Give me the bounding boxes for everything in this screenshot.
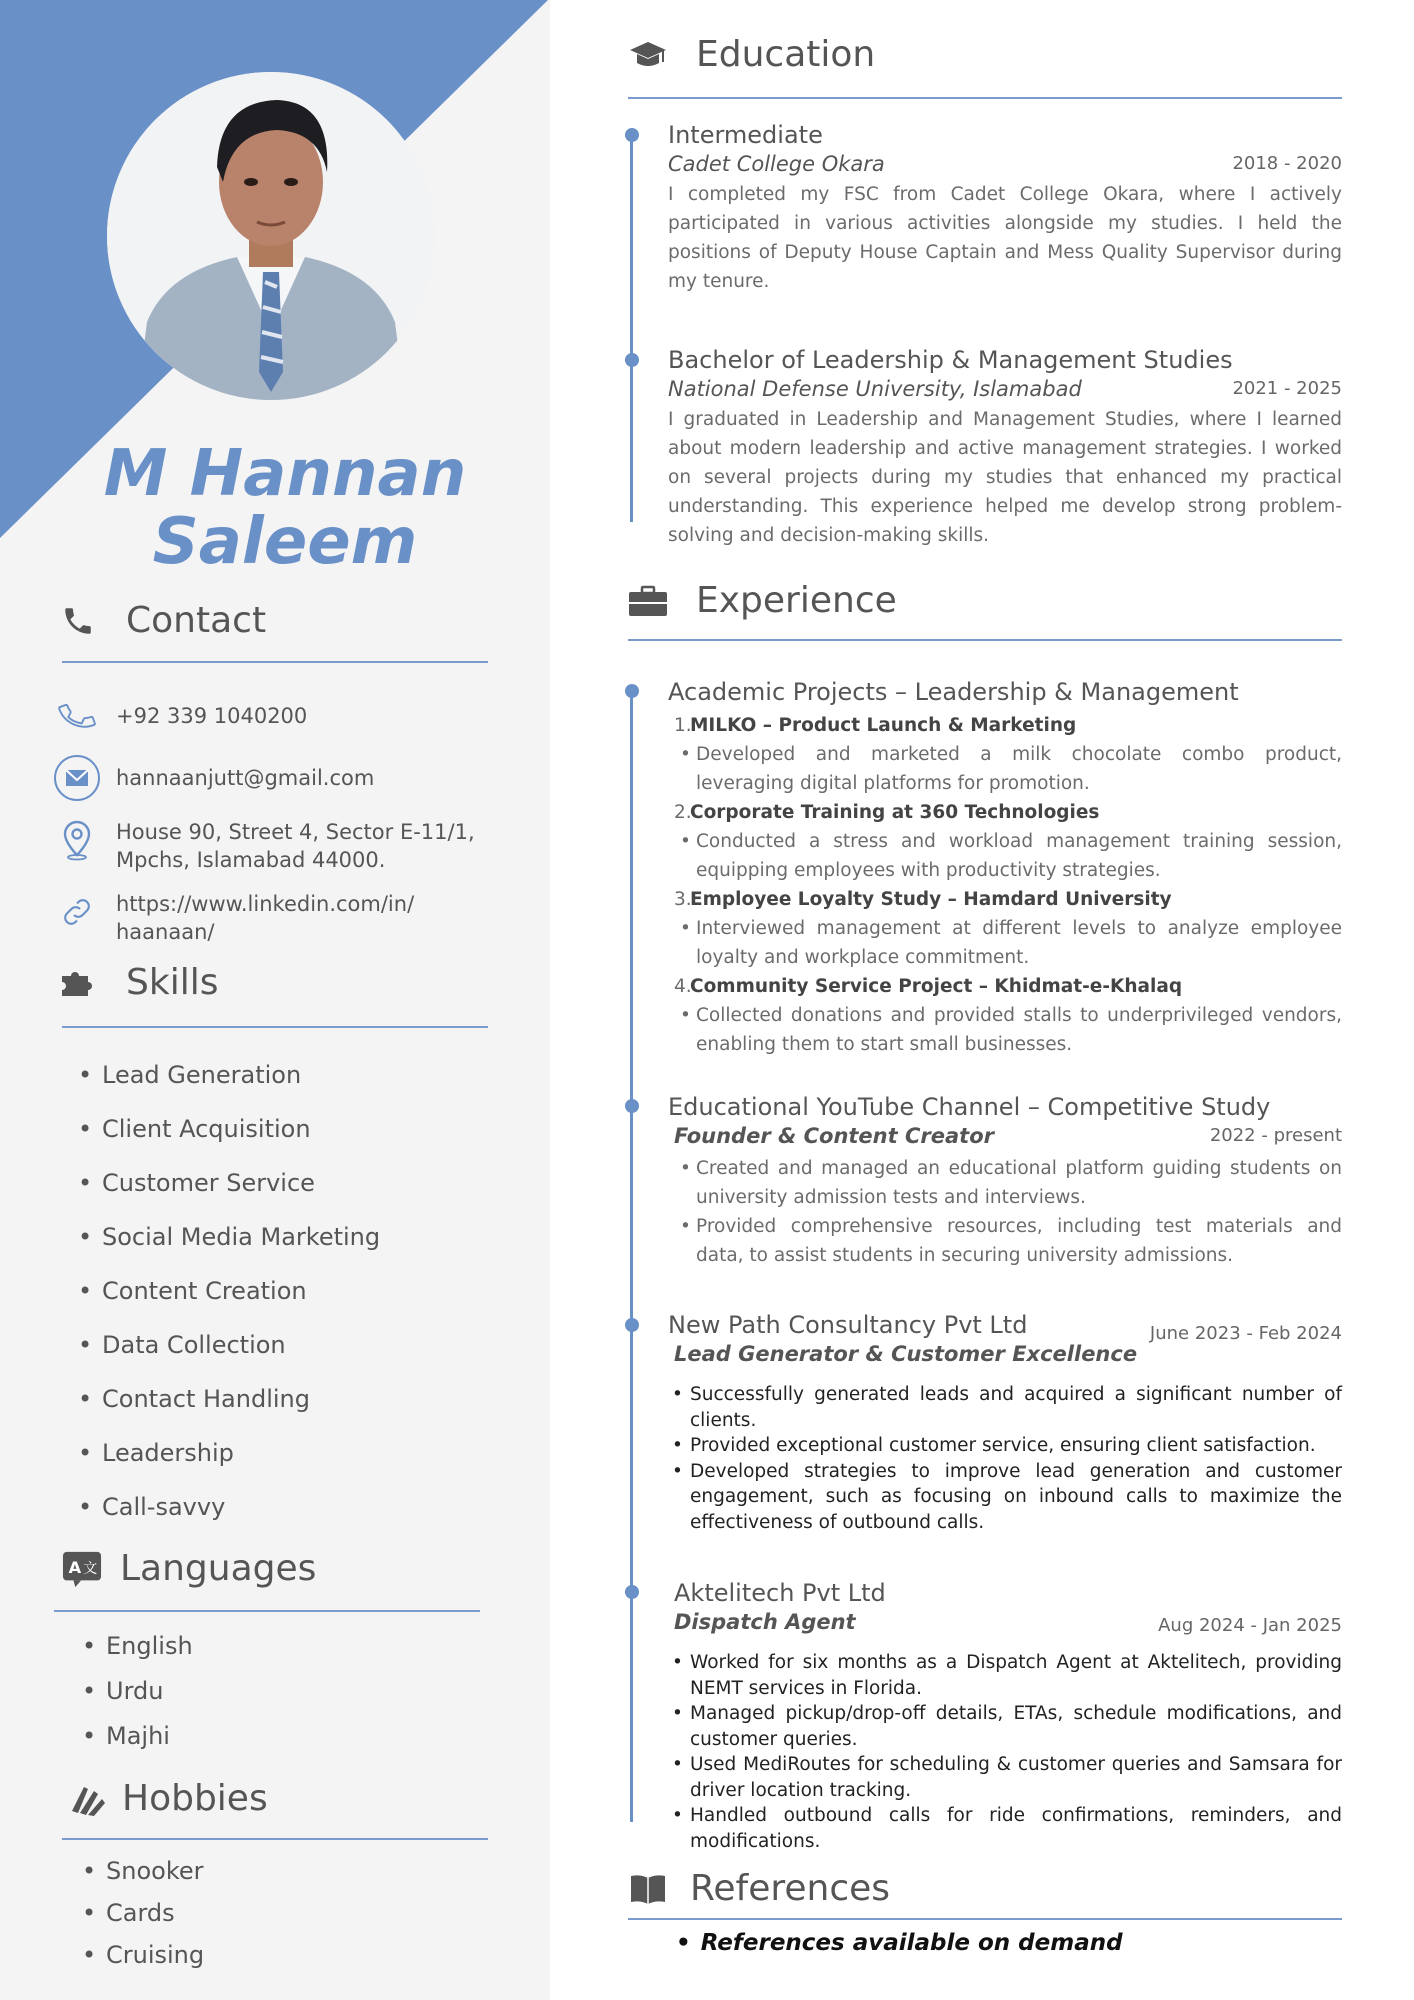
experience-bullets — [668, 1154, 1342, 1270]
skills-title: Skills — [126, 962, 219, 1003]
skill-item: • Lead Generation — [78, 1048, 380, 1102]
bullet-item: • Successfully generated leads and acquired a significant number of clients. — [668, 1382, 1342, 1433]
skills-heading — [58, 962, 218, 1003]
project-detail: • Collected donations and provided stalls to underprivileged vendors, enabling them to start small businesses. — [668, 1001, 1342, 1059]
references-heading — [628, 1868, 890, 1909]
education-dates: 2018 - 2020 — [1232, 153, 1342, 174]
link-icon — [52, 890, 102, 934]
timeline-dot — [625, 1585, 639, 1599]
graduation-cap-icon — [628, 35, 668, 75]
timeline-dot — [625, 1099, 639, 1113]
contact-heading — [58, 600, 266, 641]
project-item: 3. Employee Loyalty Study – Hamdard University — [668, 885, 1342, 914]
bullet-item: • Provided exceptional customer service, ensuring client satisfaction. — [668, 1433, 1342, 1459]
language-item: • English — [82, 1624, 193, 1669]
linkedin-line-2: haanaan/ — [116, 920, 215, 944]
experience-header-left — [668, 1310, 1137, 1368]
svg-text:文: 文 — [82, 1560, 98, 1577]
bullet-item: • Created and managed an educational platform guiding students on university admission tests and interviews. — [668, 1154, 1342, 1212]
project-list — [668, 711, 1342, 1059]
timeline-dot — [625, 353, 639, 367]
experience-newpath — [668, 1310, 1342, 1535]
language-item: • Urdu — [82, 1669, 193, 1714]
bullet-item: • Developed strategies to improve lead generation and customer engagement, such as focusing on inbound calls to maximize the effectiveness of outbound calls. — [668, 1459, 1342, 1536]
project-name: Employee Loyalty Study – Hamdard University — [690, 889, 1172, 910]
experience-aktelitech — [668, 1578, 1342, 1854]
hobbies-heading — [68, 1778, 268, 1819]
bullet-item: • Used MediRoutes for scheduling & customer queries and Samsara for driver location tracking. — [668, 1752, 1342, 1803]
skill-item: • Client Acquisition — [78, 1102, 380, 1156]
project-name: Corporate Training at 360 Technologies — [690, 802, 1100, 823]
experience-title-text: Academic Projects – Leadership & Management — [668, 678, 1239, 706]
bullet-item: • Provided comprehensive resources, including test materials and data, to assist students in securing university admissions. — [668, 1212, 1342, 1270]
project-detail: • Interviewed management at different levels to analyze employee loyalty and workplace commitment. — [668, 914, 1342, 972]
hobbies-icon — [68, 1779, 108, 1819]
experience-youtube — [668, 1092, 1342, 1270]
hobby-item: • Cruising — [82, 1934, 204, 1976]
education-heading — [628, 34, 875, 75]
skill-item: • Data Collection — [78, 1318, 380, 1372]
education-school-row — [668, 150, 1342, 178]
profile-name — [40, 437, 530, 579]
education-school: Cadet College Okara — [668, 152, 885, 176]
experience-dates: June 2023 - Feb 2024 — [1149, 1323, 1342, 1344]
book-icon — [628, 1869, 668, 1909]
hobbies-divider — [62, 1838, 488, 1840]
contact-divider — [62, 661, 488, 663]
briefcase-icon — [628, 581, 668, 621]
project-name: Community Service Project – Khidmat-e-Khalaq — [690, 976, 1183, 997]
experience-bullets — [668, 1382, 1342, 1535]
skill-item: • Contact Handling — [78, 1372, 380, 1426]
skill-item: • Content Creation — [78, 1264, 380, 1318]
experience-timeline — [630, 690, 633, 1822]
skills-divider — [62, 1026, 488, 1028]
experience-dates: 2022 - present — [1209, 1125, 1342, 1146]
skill-item: • Social Media Marketing — [78, 1210, 380, 1264]
phone-text[interactable]: +92 339 1040200 — [116, 704, 308, 728]
education-description: I graduated in Leadership and Management Studies, where I learned about modern leadership and active management strategies. I worked on several projects during my studies that enhanced my practical understanding. This experience helped me develop strong problem-solving and decision-making skills. — [668, 409, 1342, 546]
contact-linkedin — [52, 890, 414, 946]
skills-list — [78, 1048, 380, 1534]
project-detail: • Conducted a stress and workload management training session, equipping employees with productivity strategies. — [668, 827, 1342, 885]
phone-outline-icon — [52, 694, 102, 738]
address-line-1: House 90, Street 4, Sector E-11/1, — [116, 820, 475, 844]
experience-title-text: Educational YouTube Channel – Competitive Study — [668, 1093, 1271, 1121]
linkedin-link[interactable] — [116, 890, 414, 946]
languages-divider — [54, 1610, 480, 1612]
email-text[interactable]: hannaanjutt@gmail.com — [116, 766, 375, 790]
education-school: National Defense University, Islamabad — [668, 377, 1082, 401]
language-item: • Majhi — [82, 1714, 193, 1759]
phone-icon — [58, 601, 98, 641]
education-school-row — [668, 375, 1342, 403]
bullet-item: • Managed pickup/drop-off details, ETAs, schedule modifications, and customer queries. — [668, 1701, 1342, 1752]
timeline-dot — [625, 128, 639, 142]
email-icon — [52, 756, 102, 800]
languages-heading — [62, 1548, 316, 1589]
timeline-dot — [625, 1318, 639, 1332]
project-name: MILKO – Product Launch & Marketing — [690, 715, 1077, 736]
bullet-item: • Worked for six months as a Dispatch Agent at Aktelitech, providing NEMT services in Florida. — [668, 1650, 1342, 1701]
experience-header-row — [668, 1310, 1342, 1368]
address-text — [116, 818, 475, 874]
experience-title-text: Aktelitech Pvt Ltd — [674, 1579, 886, 1607]
experience-academic — [668, 677, 1342, 1059]
project-item: 1. MILKO – Product Launch & Marketing — [668, 711, 1342, 740]
name-line-2: Saleem — [152, 505, 418, 579]
sidebar — [0, 0, 550, 2000]
education-timeline — [630, 136, 633, 522]
hobbies-title: Hobbies — [122, 1778, 268, 1819]
contact-email — [52, 756, 374, 800]
linkedin-line-1: https://www.linkedin.com/in/ — [116, 892, 415, 916]
name-line-1: M Hannan — [103, 437, 467, 511]
experience-title-text: New Path Consultancy Pvt Ltd — [668, 1311, 1028, 1339]
experience-role-row — [668, 1122, 1342, 1150]
references-text: References available on demand — [700, 1930, 1123, 1956]
experience-divider — [628, 639, 1342, 641]
education-dates: 2021 - 2025 — [1232, 378, 1342, 399]
hobby-item: • Snooker — [82, 1850, 204, 1892]
timeline-dot — [625, 684, 639, 698]
project-item: 2. Corporate Training at 360 Technologies — [668, 798, 1342, 827]
experience-title: Experience — [696, 580, 897, 621]
experience-role: Founder & Content Creator — [674, 1124, 994, 1148]
references-note — [676, 1930, 1123, 1956]
contact-address — [52, 818, 475, 874]
experience-bullets — [668, 1650, 1342, 1854]
profile-photo — [107, 72, 435, 400]
experience-dates: Aug 2024 - Jan 2025 — [1158, 1615, 1342, 1636]
references-bullet: • — [676, 1930, 691, 1956]
education-entry-1 — [668, 120, 1342, 296]
address-line-2: Mpchs, Islamabad 44000. — [116, 848, 386, 872]
education-divider — [628, 97, 1342, 99]
experience-role: Lead Generator & Customer Excellence — [674, 1342, 1138, 1366]
experience-role-row — [668, 1608, 1342, 1640]
project-item: 4. Community Service Project – Khidmat-e-Khalaq — [668, 972, 1342, 1001]
project-detail: • Developed and marketed a milk chocolate combo product, leveraging digital platforms for promotion. — [668, 740, 1342, 798]
education-degree: Bachelor of Leadership & Management Studies — [668, 346, 1233, 374]
skill-item: • Customer Service — [78, 1156, 380, 1210]
skill-item: • Call-savvy — [78, 1480, 380, 1534]
contact-phone — [52, 694, 307, 738]
contact-title: Contact — [126, 600, 267, 641]
translate-icon — [62, 1549, 102, 1589]
experience-heading — [628, 580, 897, 621]
bullet-item: • Handled outbound calls for ride confirmations, reminders, and modifications. — [668, 1803, 1342, 1854]
education-description: I completed my FSC from Cadet College Okara, where I actively participated in various activities alongside my studies. I held the positions of Deputy House Captain and Mess Quality Supervisor during my tenure. — [668, 184, 1342, 292]
languages-title: Languages — [120, 1548, 317, 1589]
education-title: Education — [696, 34, 876, 75]
skill-item: • Leadership — [78, 1426, 380, 1480]
languages-list — [82, 1624, 193, 1759]
svg-text:A: A — [68, 1557, 82, 1577]
location-pin-icon — [52, 818, 102, 862]
puzzle-icon — [58, 963, 98, 1003]
references-divider — [628, 1918, 1342, 1920]
hobby-item: • Cards — [82, 1892, 204, 1934]
hobbies-list — [82, 1850, 204, 1976]
education-entry-2 — [668, 345, 1342, 550]
references-title: References — [690, 1868, 891, 1909]
experience-role: Dispatch Agent — [674, 1610, 856, 1634]
education-degree: Intermediate — [668, 121, 823, 149]
